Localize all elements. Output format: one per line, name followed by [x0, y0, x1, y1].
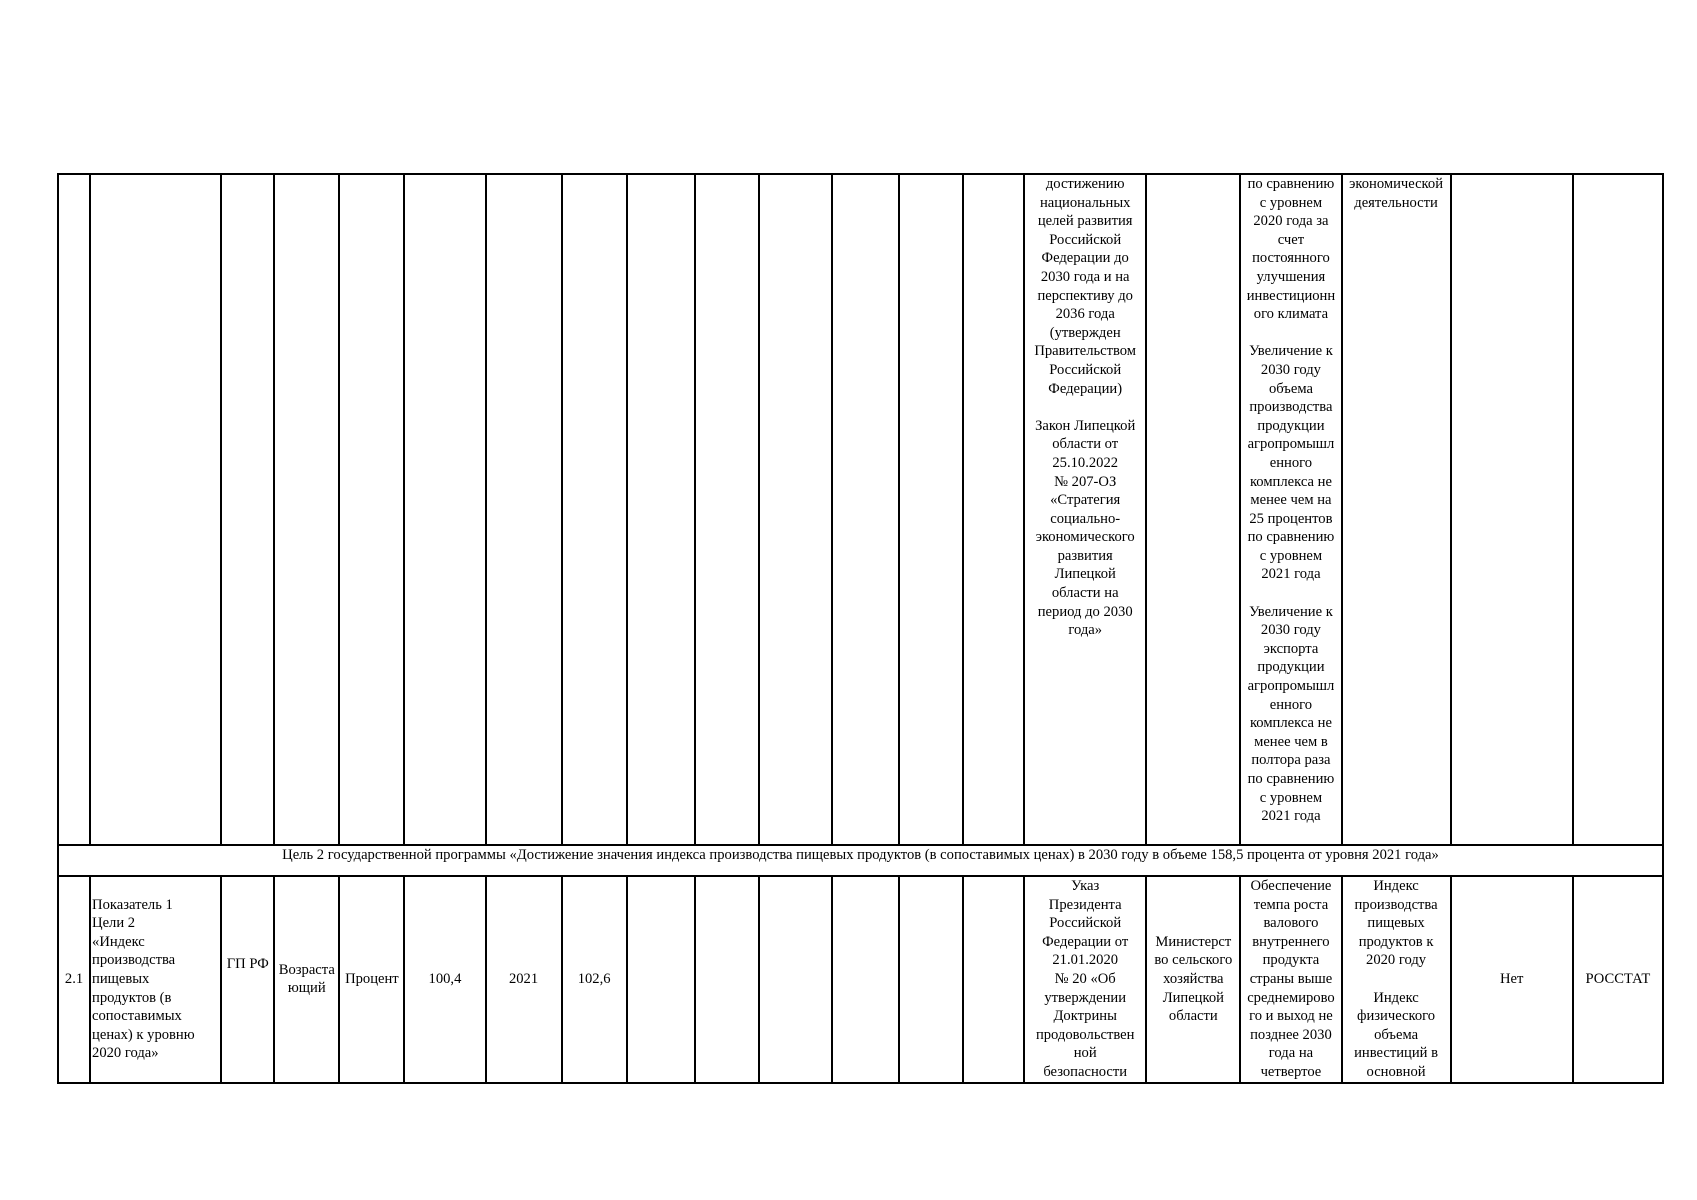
cell-info-system: Нет: [1451, 876, 1573, 1083]
cell-number: 2.1: [58, 876, 90, 1083]
indicator-row: [58, 876, 1663, 1083]
cell-year-value: [899, 876, 963, 1083]
cell-number: [58, 174, 90, 845]
cell-info-system: [1451, 174, 1573, 845]
continued-row: [58, 174, 1663, 845]
goal-row: [58, 845, 1663, 876]
cell-year-value: [759, 876, 832, 1083]
cell-year-value: [832, 174, 899, 845]
cell-responsible: [1146, 174, 1240, 845]
cell-base-value: [404, 174, 485, 845]
cell-year-value: [759, 174, 832, 845]
cell-level: ГП РФ: [221, 876, 274, 1083]
cell-national-goal: по сравнению с уровнем 2020 года за счет постоянного улучшения инвестиционн ого климата Увеличение к 2030 году объема производства продукции агропромышл енного комплекса не менее чем на 25 процентов по сравнению с уровнем 2021 года Увеличение к 2030 году экспорта продукции агропромышл енного комплекса не менее чем в полтора раза по сравнению с уровнем 2021 года: [1240, 174, 1341, 845]
cell-year-value: 102,6: [562, 876, 627, 1083]
cell-base-year: [486, 174, 562, 845]
cell-trend: Возраста ющий: [274, 876, 339, 1083]
goal-heading: Цель 2 государственной программы «Достижение значения индекса производства пищевых продуктов (в сопоставимых ценах) в 2030 году в объеме 158,5 процента от уровня 2021 года»: [58, 845, 1663, 876]
cell-source: РОССТАТ: [1573, 876, 1663, 1083]
cell-year-value: [562, 174, 627, 845]
cell-year-value: [627, 174, 695, 845]
cell-indicator-link: экономической деятельности: [1342, 174, 1451, 845]
cell-year-value: [832, 876, 899, 1083]
cell-year-value: [899, 174, 963, 845]
cell-indicator-link: Индекс производства пищевых продуктов к 2020 году Индекс физического объема инвестиций в основной: [1342, 876, 1451, 1083]
cell-year-value: [627, 876, 695, 1083]
cell-responsible: Министерст во сельского хозяйства Липецкой области: [1146, 876, 1240, 1083]
cell-year-value: [963, 174, 1024, 845]
cell-year-value: [695, 174, 759, 845]
cell-national-goal: Обеспечение темпа роста валового внутреннего продукта страны выше среднемирово го и выход не позднее 2030 года на четвертое: [1240, 876, 1341, 1083]
cell-source: [1573, 174, 1663, 845]
cell-level: [221, 174, 274, 845]
cell-document: достижению национальных целей развития Российской Федерации до 2030 года и на перспективу до 2036 года (утвержден Правительством Российской Федерации) Закон Липецкой области от 25.10.2022 № 207-ОЗ «Стратегия социально- экономического развития Липецкой области на период до 2030 года»: [1024, 174, 1146, 845]
cell-year-value: [963, 876, 1024, 1083]
cell-base-year: 2021: [486, 876, 562, 1083]
cell-year-value: [695, 876, 759, 1083]
cell-name: [90, 174, 221, 845]
cell-trend: [274, 174, 339, 845]
indicators-table: [57, 173, 1664, 1084]
cell-base-value: 100,4: [404, 876, 485, 1083]
cell-unit: Процент: [339, 876, 404, 1083]
cell-unit: [339, 174, 404, 845]
cell-document: Указ Президента Российской Федерации от 21.01.2020 № 20 «Об утверждении Доктрины продовольствен ной безопасности: [1024, 876, 1146, 1083]
cell-name: Показатель 1 Цели 2 «Индекс производства пищевых продуктов (в сопоставимых ценах) к уровню 2020 года»: [90, 876, 221, 1083]
